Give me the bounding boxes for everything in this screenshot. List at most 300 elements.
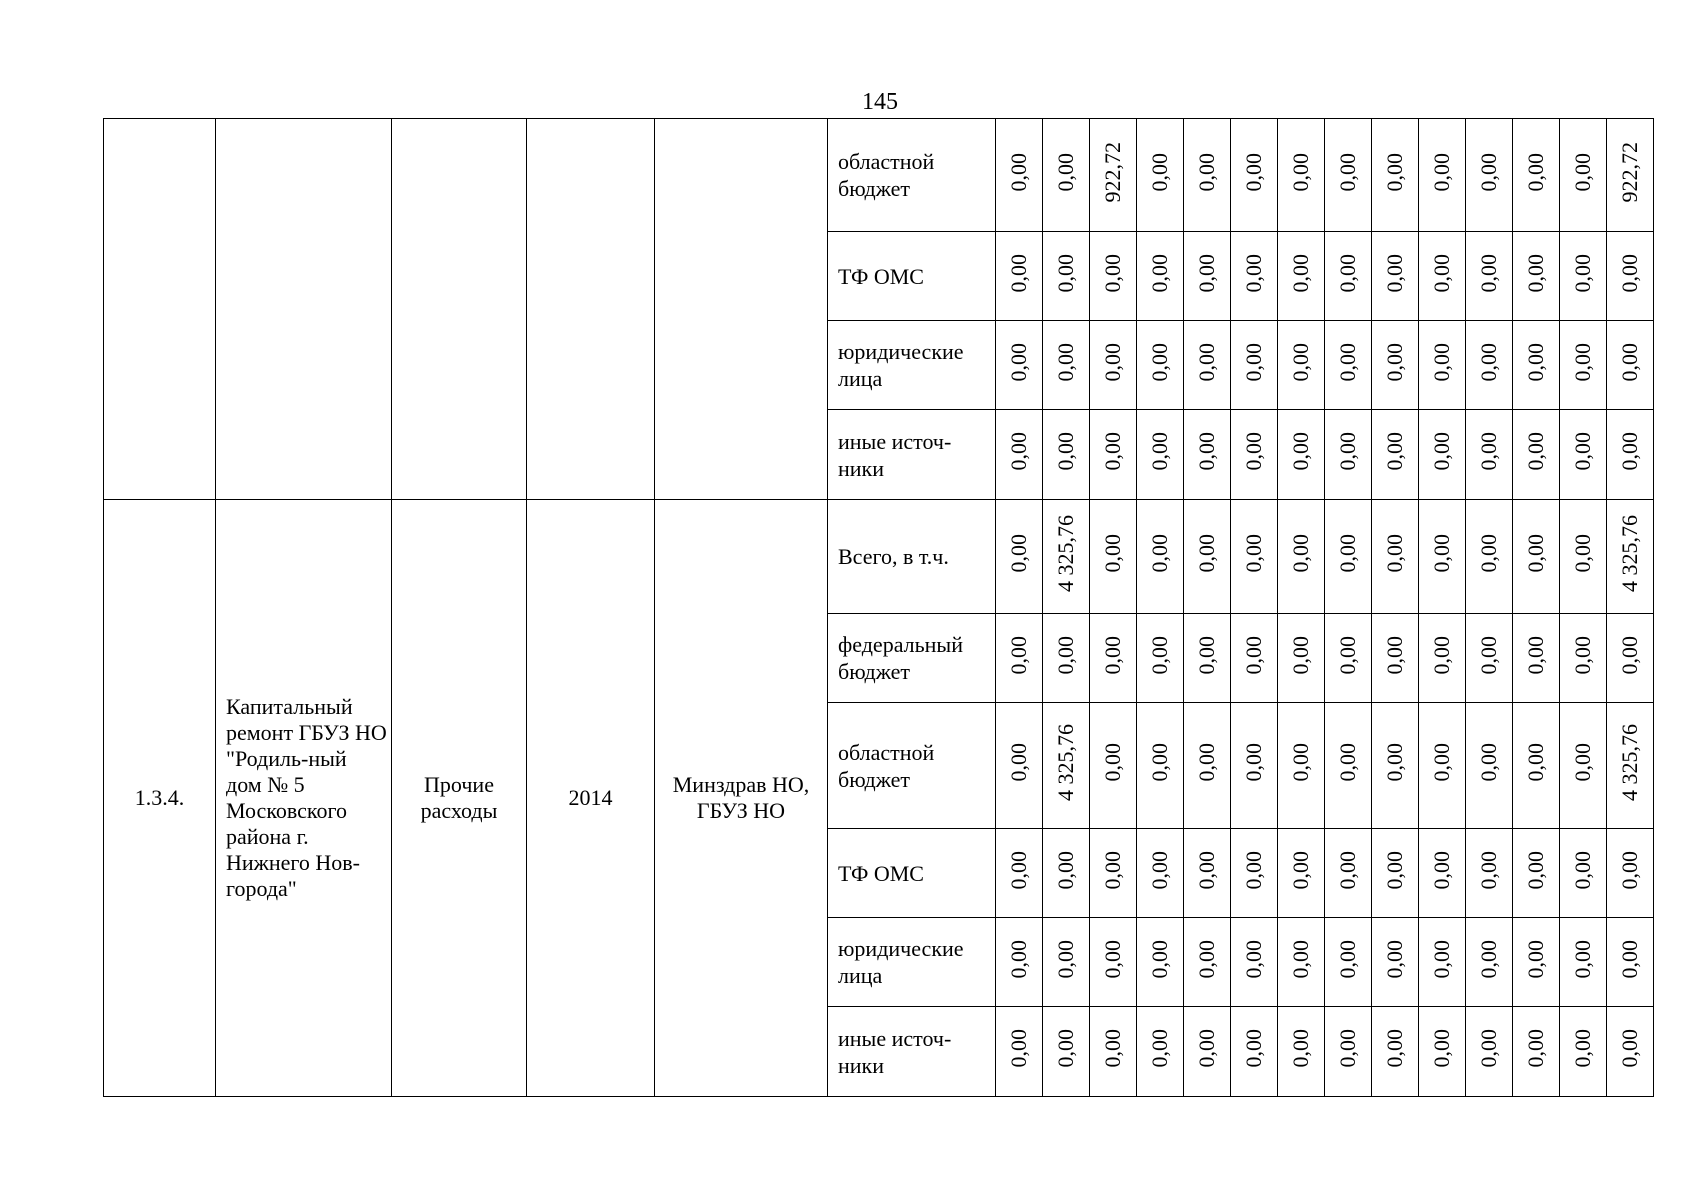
value-cell [1184, 829, 1231, 918]
value-text: 0,00 [1288, 534, 1313, 573]
value-cell [1419, 119, 1466, 232]
value-cell [1419, 918, 1466, 1007]
value-text: 0,00 [1429, 342, 1454, 382]
funding-source: юридические лица [828, 918, 996, 1007]
page-number: 145 [862, 89, 898, 115]
funding-source: областной бюджет [828, 703, 996, 829]
value-text: 0,00 [1617, 432, 1642, 471]
value-text: 0,00 [1476, 432, 1501, 471]
value-text: 0,00 [1100, 850, 1125, 890]
funding-source: ТФ ОМС [828, 829, 996, 918]
value-cell [1325, 232, 1372, 321]
value-cell [1466, 614, 1513, 703]
value-text: 0,00 [1335, 253, 1360, 293]
value-text: 0,00 [1288, 253, 1313, 293]
value-text: 0,00 [1100, 743, 1125, 782]
value-text: 0,00 [1194, 152, 1219, 192]
value-cell [1137, 232, 1184, 321]
value-cell [1043, 1007, 1090, 1097]
value-text: 0,00 [1053, 850, 1078, 890]
value-text: 0,00 [1570, 939, 1595, 979]
value-text: 0,00 [1288, 432, 1313, 471]
value-text: 0,00 [1194, 743, 1219, 782]
value-cell [1325, 119, 1372, 232]
value-cell [1043, 410, 1090, 500]
item-title: Капитальный ремонт ГБУЗ НО "Родиль-ный дом № 5 Московского района г. Нижнего Нов-города" [216, 500, 392, 1097]
value-cell [1137, 410, 1184, 500]
year [527, 119, 655, 500]
value-text: 0,00 [1570, 253, 1595, 293]
value-text: 0,00 [1194, 432, 1219, 471]
value-cell [1560, 1007, 1607, 1097]
value-text: 0,00 [1382, 432, 1407, 471]
value-cell [1607, 918, 1654, 1007]
value-cell [1090, 321, 1137, 410]
value-cell [1607, 232, 1654, 321]
value-cell [1607, 1007, 1654, 1097]
value-cell [1466, 410, 1513, 500]
value-cell [1560, 410, 1607, 500]
value-text: 0,00 [1053, 432, 1078, 471]
value-text: 0,00 [1570, 432, 1595, 471]
value-text: 0,00 [1570, 342, 1595, 382]
value-text: 0,00 [1241, 534, 1266, 573]
value-cell [1278, 829, 1325, 918]
value-text: 0,00 [1429, 939, 1454, 979]
value-cell [1090, 1007, 1137, 1097]
table-row [104, 500, 1654, 614]
value-text: 0,00 [1570, 635, 1595, 675]
value-cell [1090, 119, 1137, 232]
value-cell [1137, 321, 1184, 410]
value-text: 0,00 [1476, 253, 1501, 293]
value-cell [1513, 703, 1560, 829]
value-cell [1325, 703, 1372, 829]
value-cell [1184, 410, 1231, 500]
value-text: 0,00 [1335, 1029, 1360, 1068]
value-text: 0,00 [1335, 635, 1360, 675]
value-text: 0,00 [1429, 635, 1454, 675]
value-text: 0,00 [1429, 850, 1454, 890]
value-cell [1466, 321, 1513, 410]
value-text: 0,00 [1006, 152, 1031, 192]
value-cell [996, 703, 1043, 829]
value-text: 0,00 [1570, 1029, 1595, 1068]
value-text: 0,00 [1570, 850, 1595, 890]
value-cell [1184, 918, 1231, 1007]
value-text: 0,00 [1382, 850, 1407, 890]
value-cell [996, 321, 1043, 410]
value-cell [1043, 232, 1090, 321]
value-text: 0,00 [1100, 939, 1125, 979]
value-cell [1278, 321, 1325, 410]
value-text: 0,00 [1617, 939, 1642, 979]
value-text: 0,00 [1429, 534, 1454, 573]
value-text: 0,00 [1523, 743, 1548, 782]
value-text: 0,00 [1288, 939, 1313, 979]
value-text: 0,00 [1147, 534, 1172, 573]
value-cell [1419, 321, 1466, 410]
value-cell [1513, 410, 1560, 500]
value-text: 0,00 [1006, 743, 1031, 782]
value-text: 0,00 [1053, 253, 1078, 293]
value-text: 0,00 [1335, 432, 1360, 471]
value-cell [1560, 232, 1607, 321]
value-cell [1419, 703, 1466, 829]
value-cell [1043, 500, 1090, 614]
value-cell [1231, 410, 1278, 500]
value-text: 0,00 [1476, 342, 1501, 382]
value-text: 0,00 [1523, 1029, 1548, 1068]
value-cell [996, 829, 1043, 918]
value-text: 0,00 [1429, 1029, 1454, 1068]
item-number: 1.3.4. [104, 500, 216, 1097]
value-cell [1184, 1007, 1231, 1097]
funding-source: иные источ-ники [828, 410, 996, 500]
value-text: 0,00 [1241, 1029, 1266, 1068]
value-text: 4 325,76 [1617, 515, 1642, 592]
value-cell [1043, 829, 1090, 918]
value-text: 0,00 [1100, 635, 1125, 675]
value-text: 0,00 [1570, 743, 1595, 782]
value-text: 0,00 [1570, 152, 1595, 192]
value-cell [1043, 119, 1090, 232]
value-text: 0,00 [1147, 743, 1172, 782]
value-cell [1231, 1007, 1278, 1097]
year: 2014 [527, 500, 655, 1097]
value-text: 0,00 [1382, 342, 1407, 382]
value-text: 0,00 [1241, 850, 1266, 890]
expense-type [392, 119, 527, 500]
value-cell [1278, 614, 1325, 703]
value-cell [1090, 500, 1137, 614]
value-cell [1372, 829, 1419, 918]
value-text: 0,00 [1429, 432, 1454, 471]
value-text: 0,00 [1476, 534, 1501, 573]
value-cell [1137, 500, 1184, 614]
value-cell [1607, 410, 1654, 500]
value-cell [1560, 614, 1607, 703]
value-text: 0,00 [1335, 342, 1360, 382]
value-cell [1560, 703, 1607, 829]
value-text: 922,72 [1617, 141, 1642, 203]
value-cell [1372, 321, 1419, 410]
value-text: 0,00 [1617, 635, 1642, 675]
value-text: 0,00 [1100, 432, 1125, 471]
value-cell [996, 232, 1043, 321]
value-text: 0,00 [1006, 534, 1031, 573]
value-cell [1372, 1007, 1419, 1097]
value-cell [1043, 614, 1090, 703]
value-text: 0,00 [1429, 743, 1454, 782]
value-text: 0,00 [1100, 534, 1125, 573]
value-text: 0,00 [1382, 253, 1407, 293]
value-text: 0,00 [1100, 342, 1125, 382]
value-text: 0,00 [1523, 939, 1548, 979]
value-text: 0,00 [1006, 1029, 1031, 1068]
value-text: 0,00 [1241, 432, 1266, 471]
value-text: 0,00 [1523, 342, 1548, 382]
value-cell [1137, 829, 1184, 918]
value-cell [1372, 500, 1419, 614]
value-cell [1560, 918, 1607, 1007]
value-cell [1278, 119, 1325, 232]
value-text: 0,00 [1006, 939, 1031, 979]
value-cell [1607, 829, 1654, 918]
value-cell [1607, 614, 1654, 703]
value-cell [1560, 500, 1607, 614]
value-cell [1419, 500, 1466, 614]
value-cell [1184, 500, 1231, 614]
value-text: 922,72 [1100, 141, 1125, 203]
value-text: 0,00 [1335, 850, 1360, 890]
value-cell [1231, 703, 1278, 829]
value-cell [1325, 1007, 1372, 1097]
value-text: 0,00 [1006, 635, 1031, 675]
value-text: 0,00 [1523, 534, 1548, 573]
value-text: 0,00 [1053, 152, 1078, 192]
value-cell [1607, 703, 1654, 829]
value-text: 0,00 [1523, 635, 1548, 675]
value-text: 0,00 [1335, 152, 1360, 192]
value-text: 0,00 [1194, 850, 1219, 890]
value-cell [1607, 500, 1654, 614]
value-text: 0,00 [1053, 635, 1078, 675]
value-text: 0,00 [1288, 850, 1313, 890]
value-text: 0,00 [1053, 1029, 1078, 1068]
value-text: 0,00 [1100, 253, 1125, 293]
value-text: 0,00 [1617, 1029, 1642, 1068]
value-cell [1184, 232, 1231, 321]
value-cell [1419, 614, 1466, 703]
value-text: 0,00 [1241, 342, 1266, 382]
value-cell [1231, 614, 1278, 703]
value-cell [1372, 410, 1419, 500]
value-cell [1090, 410, 1137, 500]
value-text: 0,00 [1147, 432, 1172, 471]
value-text: 0,00 [1147, 939, 1172, 979]
value-cell [1513, 119, 1560, 232]
value-text: 0,00 [1617, 253, 1642, 293]
value-cell [996, 119, 1043, 232]
value-cell [1513, 232, 1560, 321]
value-text: 0,00 [1382, 743, 1407, 782]
value-text: 0,00 [1523, 432, 1548, 471]
executor: Минздрав НО, ГБУЗ НО [655, 500, 828, 1097]
value-text: 0,00 [1570, 534, 1595, 573]
value-cell [1231, 119, 1278, 232]
value-text: 0,00 [1006, 850, 1031, 890]
value-text: 0,00 [1288, 152, 1313, 192]
value-text: 0,00 [1194, 342, 1219, 382]
value-text: 4 325,76 [1617, 724, 1642, 801]
value-cell [1607, 119, 1654, 232]
value-text: 0,00 [1476, 635, 1501, 675]
value-text: 0,00 [1241, 635, 1266, 675]
value-text: 0,00 [1523, 152, 1548, 192]
value-text: 0,00 [1100, 1029, 1125, 1068]
value-text: 0,00 [1147, 1029, 1172, 1068]
value-cell [1419, 410, 1466, 500]
value-cell [1560, 829, 1607, 918]
value-text: 0,00 [1006, 432, 1031, 471]
value-cell [1419, 829, 1466, 918]
value-cell [1184, 119, 1231, 232]
value-text: 0,00 [1194, 534, 1219, 573]
value-cell [1137, 1007, 1184, 1097]
value-text: 0,00 [1288, 342, 1313, 382]
value-text: 0,00 [1147, 850, 1172, 890]
executor [655, 119, 828, 500]
value-cell [1372, 703, 1419, 829]
value-cell [1325, 829, 1372, 918]
value-cell [1278, 500, 1325, 614]
value-text: 0,00 [1194, 1029, 1219, 1068]
value-text: 4 325,76 [1053, 515, 1078, 592]
value-cell [1513, 500, 1560, 614]
value-cell [1184, 703, 1231, 829]
value-cell [1560, 119, 1607, 232]
value-text: 0,00 [1288, 635, 1313, 675]
value-cell [996, 500, 1043, 614]
value-cell [1090, 232, 1137, 321]
value-cell [1372, 918, 1419, 1007]
value-text: 0,00 [1476, 939, 1501, 979]
value-cell [1278, 918, 1325, 1007]
value-cell [1137, 703, 1184, 829]
value-cell [1090, 829, 1137, 918]
funding-source: иные источ-ники [828, 1007, 996, 1097]
value-cell [996, 918, 1043, 1007]
funding-source: юридические лица [828, 321, 996, 410]
value-text: 0,00 [1194, 253, 1219, 293]
value-cell [1513, 614, 1560, 703]
value-text: 0,00 [1241, 253, 1266, 293]
value-text: 0,00 [1335, 939, 1360, 979]
value-cell [996, 410, 1043, 500]
value-text: 0,00 [1476, 152, 1501, 192]
value-text: 0,00 [1194, 939, 1219, 979]
value-cell [996, 1007, 1043, 1097]
value-text: 0,00 [1053, 939, 1078, 979]
value-cell [1419, 232, 1466, 321]
value-cell [1231, 500, 1278, 614]
value-text: 0,00 [1241, 152, 1266, 192]
value-text: 0,00 [1382, 1029, 1407, 1068]
value-text: 0,00 [1147, 342, 1172, 382]
value-cell [1231, 918, 1278, 1007]
budget-table [103, 118, 1654, 1097]
value-text: 0,00 [1476, 850, 1501, 890]
value-cell [1137, 119, 1184, 232]
value-text: 0,00 [1382, 939, 1407, 979]
item-number [104, 119, 216, 500]
value-text: 0,00 [1382, 635, 1407, 675]
value-text: 0,00 [1523, 253, 1548, 293]
value-text: 4 325,76 [1053, 724, 1078, 801]
value-text: 0,00 [1429, 253, 1454, 293]
value-text: 0,00 [1147, 635, 1172, 675]
value-cell [1466, 703, 1513, 829]
value-cell [1560, 321, 1607, 410]
funding-source: федеральный бюджет [828, 614, 996, 703]
value-cell [1043, 321, 1090, 410]
value-cell [1513, 1007, 1560, 1097]
value-cell [1513, 918, 1560, 1007]
value-text: 0,00 [1288, 743, 1313, 782]
funding-source: Всего, в т.ч. [828, 500, 996, 614]
value-cell [1043, 918, 1090, 1007]
value-cell [1325, 410, 1372, 500]
value-text: 0,00 [1335, 743, 1360, 782]
value-text: 0,00 [1617, 850, 1642, 890]
value-text: 0,00 [1476, 1029, 1501, 1068]
value-cell [1419, 1007, 1466, 1097]
value-cell [996, 614, 1043, 703]
value-cell [1325, 321, 1372, 410]
value-text: 0,00 [1429, 152, 1454, 192]
value-cell [1325, 614, 1372, 703]
value-text: 0,00 [1288, 1029, 1313, 1068]
value-cell [1372, 119, 1419, 232]
value-cell [1513, 321, 1560, 410]
value-cell [1278, 232, 1325, 321]
value-text: 0,00 [1053, 342, 1078, 382]
value-cell [1090, 918, 1137, 1007]
value-text: 0,00 [1006, 342, 1031, 382]
value-cell [1466, 1007, 1513, 1097]
funding-source: областной бюджет [828, 119, 996, 232]
value-cell [1278, 1007, 1325, 1097]
table-row [104, 119, 1654, 232]
value-cell [1607, 321, 1654, 410]
value-cell [1137, 614, 1184, 703]
value-cell [1466, 500, 1513, 614]
value-cell [1184, 321, 1231, 410]
value-cell [1466, 119, 1513, 232]
value-cell [1043, 703, 1090, 829]
value-cell [1090, 703, 1137, 829]
value-text: 0,00 [1617, 342, 1642, 382]
value-cell [1372, 614, 1419, 703]
value-cell [1278, 703, 1325, 829]
value-cell [1090, 614, 1137, 703]
value-cell [1466, 829, 1513, 918]
value-text: 0,00 [1241, 939, 1266, 979]
value-cell [1231, 232, 1278, 321]
value-text: 0,00 [1476, 743, 1501, 782]
value-cell [1278, 410, 1325, 500]
value-text: 0,00 [1523, 850, 1548, 890]
value-text: 0,00 [1241, 743, 1266, 782]
value-cell [1325, 918, 1372, 1007]
value-text: 0,00 [1382, 152, 1407, 192]
value-cell [1137, 918, 1184, 1007]
value-text: 0,00 [1382, 534, 1407, 573]
value-cell [1231, 829, 1278, 918]
value-cell [1466, 232, 1513, 321]
value-text: 0,00 [1147, 152, 1172, 192]
funding-source: ТФ ОМС [828, 232, 996, 321]
value-cell [1231, 321, 1278, 410]
expense-type: Прочие расходы [392, 500, 527, 1097]
value-text: 0,00 [1194, 635, 1219, 675]
value-cell [1466, 918, 1513, 1007]
value-cell [1325, 500, 1372, 614]
value-text: 0,00 [1335, 534, 1360, 573]
item-title [216, 119, 392, 500]
value-cell [1372, 232, 1419, 321]
